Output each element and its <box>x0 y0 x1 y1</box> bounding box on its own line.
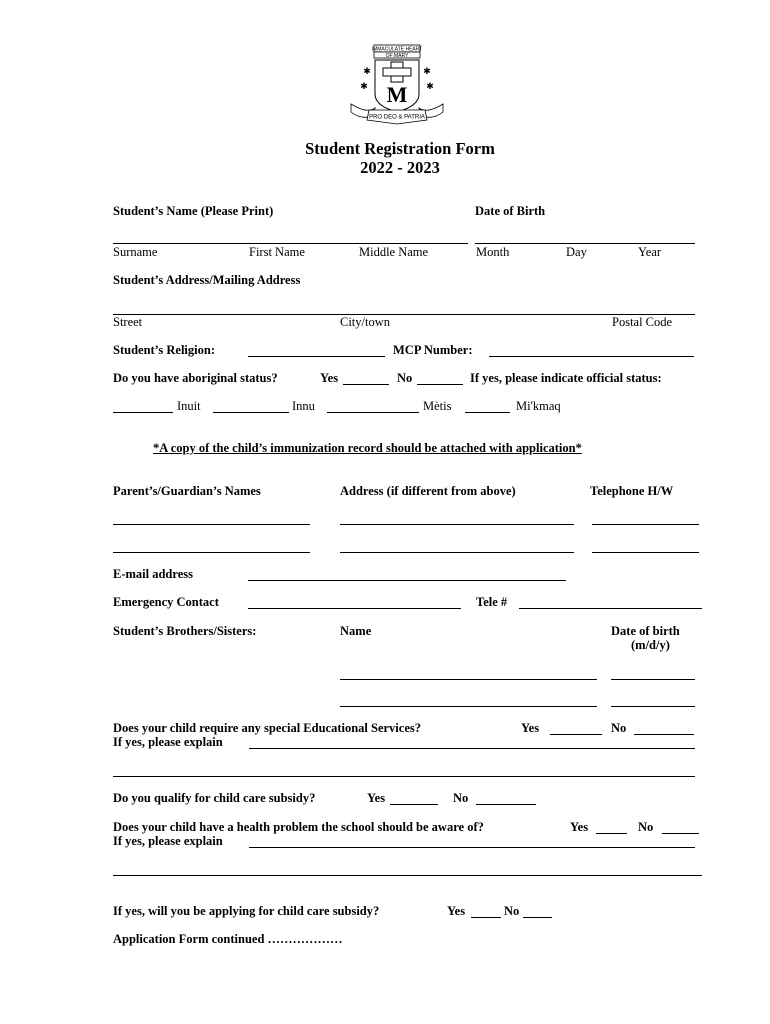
immunization-note: *A copy of the child’s immunization record should be attached with application* <box>153 441 582 455</box>
sibling-name-field[interactable] <box>340 706 597 707</box>
dob-label: Date of Birth <box>475 204 546 218</box>
health-question: Does your child have a health problem the school should be aware of? <box>113 820 484 834</box>
sibling-name-field[interactable] <box>340 679 597 680</box>
special-ed-no-label: No <box>611 721 627 735</box>
middle-name-caption: Middle Name <box>359 245 429 259</box>
street-caption: Street <box>113 315 143 329</box>
special-ed-yes-label: Yes <box>521 721 540 735</box>
applying-yes-field[interactable] <box>471 917 501 918</box>
health-explain-label: If yes, please explain <box>113 834 223 848</box>
religion-field[interactable] <box>248 356 385 357</box>
sibling-dob-label: Date of birth <box>611 624 680 638</box>
mikmaq-label: Mi'kmaq <box>516 399 561 413</box>
health-explain-field[interactable] <box>113 875 702 876</box>
metis-label: Mètis <box>423 399 452 413</box>
inuit-field[interactable] <box>113 412 173 413</box>
email-field[interactable] <box>248 580 566 581</box>
year-caption: Year <box>638 245 662 259</box>
guardian-address-field[interactable] <box>340 552 574 553</box>
applying-yes-label: Yes <box>447 904 466 918</box>
svg-text:✱: ✱ <box>426 82 434 92</box>
emergency-contact-label: Emergency Contact <box>113 595 219 609</box>
crest-banner-line1: IMMACULATE HEART <box>371 46 423 53</box>
special-ed-explain-label: If yes, please explain <box>113 735 223 749</box>
inuit-label: Inuit <box>177 399 201 413</box>
guardian-names-label: Parent’s/Guardian’s Names <box>113 484 261 498</box>
aboriginal-no-label: No <box>397 371 413 385</box>
svg-text:✱: ✱ <box>423 67 431 77</box>
guardian-telephone-field[interactable] <box>592 552 699 553</box>
crest-svg <box>347 44 447 130</box>
sibling-dob-format: (m/d/y) <box>631 638 670 652</box>
guardian-address-label: Address (if different from above) <box>340 484 516 498</box>
crest-banner-line2: OF MARY <box>385 52 409 59</box>
school-crest-logo <box>347 44 447 130</box>
special-ed-explain-field[interactable] <box>113 776 695 777</box>
crest-motto: PRO DEO & PATRIA <box>369 114 425 121</box>
guardian-telephone-field[interactable] <box>592 524 699 525</box>
day-caption: Day <box>566 245 587 259</box>
guardian-address-field[interactable] <box>340 524 574 525</box>
student-name-line[interactable] <box>113 243 468 244</box>
health-yes-field[interactable] <box>596 833 627 834</box>
subsidy-yes-label: Yes <box>367 791 386 805</box>
telephone-label: Telephone H/W <box>590 484 674 498</box>
special-ed-explain-field[interactable] <box>249 748 695 749</box>
form-title: Student Registration Form <box>305 139 495 158</box>
email-label: E-mail address <box>113 567 193 581</box>
sibling-dob-field[interactable] <box>611 706 695 707</box>
crest-letter: M <box>386 82 408 107</box>
guardian-name-field[interactable] <box>113 524 310 525</box>
form-year: 2022 - 2023 <box>360 158 440 177</box>
health-no-field[interactable] <box>662 833 699 834</box>
svg-text:✱: ✱ <box>360 82 368 92</box>
svg-text:✱: ✱ <box>363 67 371 77</box>
health-no-label: No <box>638 820 654 834</box>
special-ed-question: Does your child require any special Educational Services? <box>113 721 421 735</box>
subsidy-question: Do you qualify for child care subsidy? <box>113 791 316 805</box>
subsidy-no-field[interactable] <box>476 804 536 805</box>
innu-label: Innu <box>292 399 315 413</box>
special-ed-no-field[interactable] <box>634 734 694 735</box>
siblings-label: Student’s Brothers/Sisters: <box>113 624 257 638</box>
dob-line[interactable] <box>475 243 695 244</box>
surname-caption: Surname <box>113 245 158 259</box>
official-status-label: If yes, please indicate official status: <box>470 371 662 385</box>
tele-label: Tele # <box>476 595 508 609</box>
applying-no-label: No <box>504 904 520 918</box>
continued-note: Application Form continued ……………… <box>113 932 343 946</box>
special-ed-yes-field[interactable] <box>550 734 602 735</box>
guardian-name-field[interactable] <box>113 552 310 553</box>
emergency-contact-field[interactable] <box>248 608 461 609</box>
postal-code-caption: Postal Code <box>612 315 673 329</box>
mcp-label: MCP Number: <box>393 343 473 357</box>
aboriginal-yes-label: Yes <box>320 371 339 385</box>
subsidy-no-label: No <box>453 791 469 805</box>
student-name-label: Student’s Name (Please Print) <box>113 204 274 218</box>
sibling-name-label: Name <box>340 624 372 638</box>
metis-field[interactable] <box>327 412 419 413</box>
mikmaq-field[interactable] <box>465 412 510 413</box>
city-caption: City/town <box>340 315 391 329</box>
aboriginal-yes-field[interactable] <box>343 384 389 385</box>
first-name-caption: First Name <box>249 245 305 259</box>
address-label: Student’s Address/Mailing Address <box>113 273 301 287</box>
address-line[interactable] <box>113 314 695 315</box>
applying-no-field[interactable] <box>523 917 552 918</box>
month-caption: Month <box>476 245 510 259</box>
aboriginal-question: Do you have aboriginal status? <box>113 371 278 385</box>
religion-label: Student’s Religion: <box>113 343 215 357</box>
aboriginal-no-field[interactable] <box>417 384 463 385</box>
sibling-dob-field[interactable] <box>611 679 695 680</box>
applying-subsidy-question: If yes, will you be applying for child care subsidy? <box>113 904 380 918</box>
health-yes-label: Yes <box>570 820 589 834</box>
mcp-field[interactable] <box>489 356 694 357</box>
health-explain-field[interactable] <box>249 847 695 848</box>
innu-field[interactable] <box>213 412 289 413</box>
tele-field[interactable] <box>519 608 702 609</box>
subsidy-yes-field[interactable] <box>390 804 438 805</box>
